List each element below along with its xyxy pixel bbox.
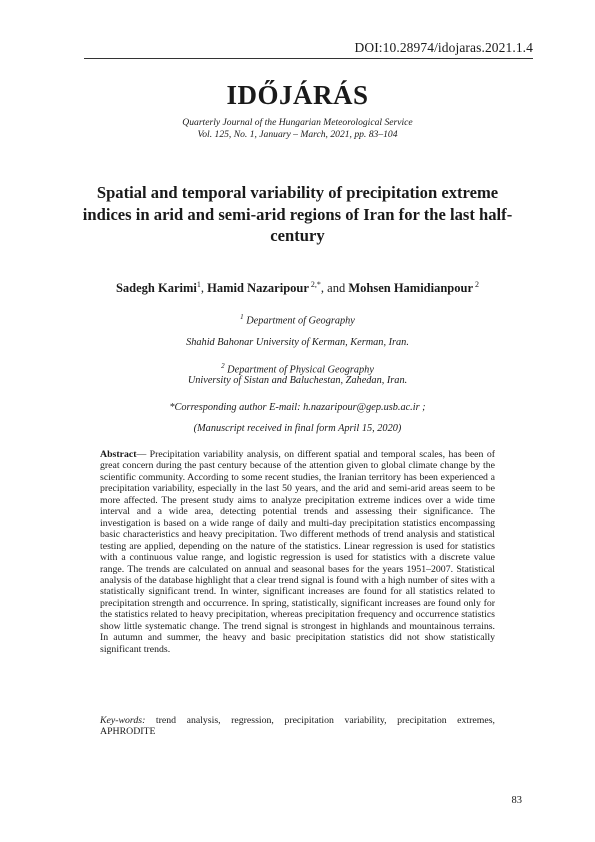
author-name: Hamid Nazaripour (207, 281, 309, 296)
affiliation-mark: 2 (221, 362, 225, 370)
affiliation-2-department (0, 362, 595, 375)
affiliation-2-university: University of Sistan and Baluchestan, Zahedan, Iran. (187, 375, 408, 386)
abstract-text: — Precipitation variability analysis, on different spatial and temporal scales, has been of great concern during the past century because of the attention given to global climate change by the scientific community. According to some recent studies, the Iranian territory has been experienced a precipitation variability, especially in the last 50 years, and the arid and semi-arid areas seem to be more affected. The present study aims to analyze precipitation extreme indices over a wide time interval and a wide area, detecting potential trends and assessing their significance. The investigation is based on a wide range of daily and multi-day precipitation statistics encompassing basic characteristics and heavy precipitation. Two different methods of trend analysis and statistical testing are applied, depending on the nature of the statistics. Linear regression is used for statistics with a continuous value range, and logistic regression is used for statistics with a discrete value range. The trends are calculated on annual and seasonal bases for the years 1951–2007. Statistical analysis of the database highlight that a clear trend signal is found with a high number of sites with a statistically significant trend. In winter, significant increases are found for all statistics related to precipitation strength and occurrence. In spring, statistically, significant increases are found only for the statistics related to heavy precipitation, whereas precipitation frequency and occurrence statistics show little systematic change. The trend signal is strongest in highlands and mountainous terrains. In autumn and summer, the heavy and basic precipitation statistics did not show statistically significant trends. (100, 449, 495, 655)
abstract (100, 449, 495, 655)
affiliation-text: Department of Physical Geography (224, 364, 374, 376)
author-list (0, 280, 595, 296)
keywords (100, 715, 495, 738)
affiliation-mark: 1 (240, 313, 244, 321)
article-title: Spatial and temporal variability of precipitation extreme indices in arid and semi-arid regions of Iran for the last half-century (82, 183, 513, 245)
corresponding-author: *Corresponding author E-mail: h.nazaripour@gep.usb.ac.ir ; (169, 402, 426, 413)
author-separator: , and (320, 281, 349, 296)
journal-title: IDŐJÁRÁS (226, 80, 369, 110)
author-name: Mohsen Hamidianpour (348, 281, 474, 296)
manuscript-received: (Manuscript received in final form April 15, 2020) (193, 423, 402, 434)
journal-volume: Vol. 125, No. 1, January – March, 2021, pp. 83–104 (197, 129, 398, 140)
affiliation-1-university: Shahid Bahonar University of Kerman, Kerman, Iran. (186, 337, 409, 348)
abstract-label: Abstract (100, 449, 137, 460)
author-affiliation-mark: 2,* (308, 280, 321, 289)
doi-header: DOI:10.28974/idojaras.2021.1.4 (354, 40, 533, 55)
keywords-label: Key-words: (100, 715, 146, 726)
author-separator: , (200, 281, 208, 296)
keywords-text: trend analysis, regression, precipitation variability, precipitation extremes, APHRODITE (100, 715, 495, 738)
affiliation-text: Department of Geography (243, 315, 355, 327)
author-affiliation-mark: 2 (473, 280, 480, 289)
affiliation-1-department (0, 313, 595, 326)
journal-subtitle: Quarterly Journal of the Hungarian Meteorological Service (182, 117, 413, 128)
author-name: Sadegh Karimi (115, 281, 197, 296)
author-affiliation-mark: 1 (196, 280, 201, 289)
header-rule (84, 58, 533, 59)
page-number: 83 (511, 795, 522, 806)
